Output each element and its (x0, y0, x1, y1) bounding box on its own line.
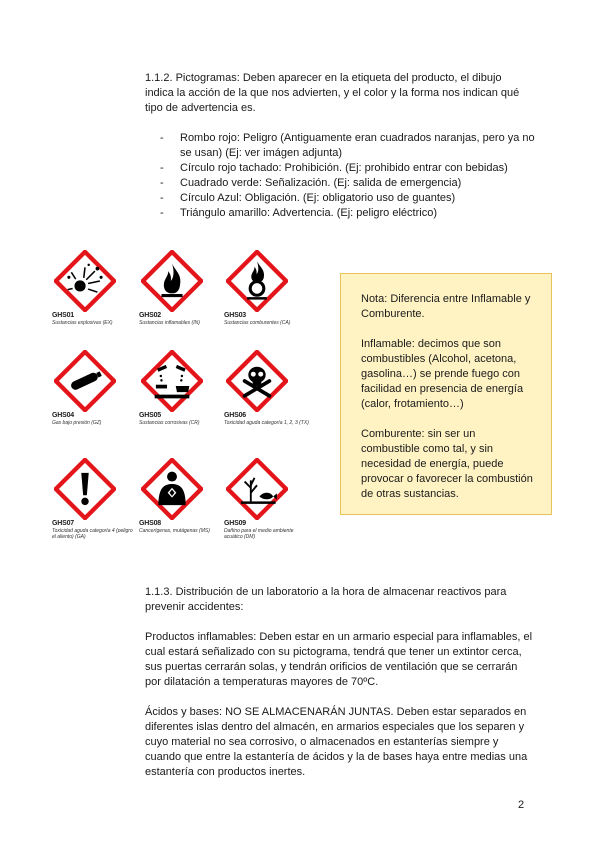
list-item: - Triángulo amarillo: Advertencia. (Ej: peligro eléctrico) (160, 206, 540, 221)
pictogram-description: Toxicidad aguda categoría 1, 2, 3 (TX) (224, 420, 309, 426)
exclamation-mark-icon (54, 458, 116, 520)
list-item: - Círculo Azul: Obligación. (Ej: obligatorio uso de guantes) (160, 191, 540, 206)
section-1-1-3-flammables: Productos inflamables: Deben estar en un armario especial para inflamables, el cual estará señalizado con su pictograma, tendrá que tener un extintor cerca, sus puertas cerrarán solas, y tendrán orificios de ventilación que se cerrarán por dilatación a temperaturas mayores de 70ºC. (145, 631, 533, 688)
exploding-bomb-icon (54, 250, 116, 312)
ghs08-pictogram (139, 458, 224, 534)
ghs01-pictogram (52, 250, 137, 326)
pictogram-code: GHS02 (139, 312, 161, 319)
pictogram-code: GHS09 (224, 520, 246, 527)
pictogram-code: GHS08 (139, 520, 161, 527)
note-oxidizer: Comburente: sin ser un combustible como tal, y sin necesidad de energía, puede provocar o favorecer la combustión de otras sustancias. (361, 428, 533, 500)
ghs05-pictogram (139, 350, 224, 426)
flame-over-circle-icon (226, 250, 288, 312)
section-1-1-2-paragraph: 1.1.2. Pictogramas: Deben aparecer en la etiqueta del producto, el dibujo indica la acción de la que nos advierten, y el color y la forma nos indican qué tipo de advertencia es. (145, 72, 520, 114)
pictogram-description: Sustancias comburentes (CA) (224, 320, 291, 326)
pictogram-description: Dañino para el medio ambiente acuático (DM) (224, 528, 294, 540)
list-item: - Rombo rojo: Peligro (Antiguamente eran cuadrados naranjas, pero ya no se usan) (Ej: ver imágen adjunta) (160, 131, 540, 161)
ghs06-pictogram (224, 350, 309, 426)
ghs-pictogram-grid (52, 250, 322, 550)
flame-icon (141, 250, 203, 312)
pictogram-description: Sustancias explosivas (EX) (52, 320, 113, 326)
pictogram-type-list (160, 131, 540, 221)
ghs04-pictogram (52, 350, 137, 426)
pictogram-code: GHS05 (139, 412, 161, 419)
page-number: 2 (518, 799, 525, 811)
pictogram-description: Toxicidad aguda categoría 4 (peligro el aliento) (GA) (52, 528, 133, 540)
pictogram-code: GHS04 (52, 412, 74, 419)
section-1-1-2 (145, 71, 530, 116)
pictogram-description: Sustancias corrosivas (CR) (139, 420, 200, 426)
note-title: Nota: Diferencia entre Inflamable y Comburente. (361, 293, 531, 320)
pictogram-code: GHS06 (224, 412, 246, 419)
note-box (340, 273, 552, 515)
pictogram-code: GHS03 (224, 312, 246, 319)
corrosion-icon (141, 350, 203, 412)
skull-crossbones-icon (226, 350, 288, 412)
list-item: - Cuadrado verde: Señalización. (Ej: salida de emergencia) (160, 176, 540, 191)
list-item: - Círculo rojo tachado: Prohibición. (Ej: prohibido entrar con bebidas) (160, 161, 540, 176)
pictogram-description: Sustancias inflamables (IN) (139, 320, 200, 326)
section-1-1-3-title: 1.1.3. Distribución de un laboratorio a la hora de almacenar reactivos para prevenir accidentes: (145, 586, 507, 613)
ghs03-pictogram (224, 250, 309, 326)
health-hazard-icon (141, 458, 203, 520)
section-1-1-3-acids-bases: Ácidos y bases: NO SE ALMACENARÁN JUNTAS. Deben estar separados en diferentes islas dentro del almacén, en armarios especiales que los separen y cuyo material no sea corrosivo, o almacenados en estanterías siempre y cuando que entre la estantería de ácidos y la de bases haya entre medias una estantería con productos inertes. (145, 706, 528, 778)
pictogram-code: GHS07 (52, 520, 74, 527)
ghs07-pictogram (52, 458, 137, 540)
pictogram-code: GHS01 (52, 312, 74, 319)
section-1-1-3 (145, 585, 535, 780)
environment-icon (226, 458, 288, 520)
ghs02-pictogram (139, 250, 224, 326)
pictogram-description: Cancerígenas, mutágenas (MS) (139, 528, 210, 534)
note-flammable: Inflamable: decimos que son combustibles (Alcohol, acetona, gasolina…) se prende fuego con facilidad en presencia de energía (calor, frotamiento…) (361, 338, 524, 410)
gas-cylinder-icon (54, 350, 116, 412)
ghs09-pictogram (224, 458, 309, 540)
pictogram-description: Gas bajo presión (GZ) (52, 420, 102, 426)
